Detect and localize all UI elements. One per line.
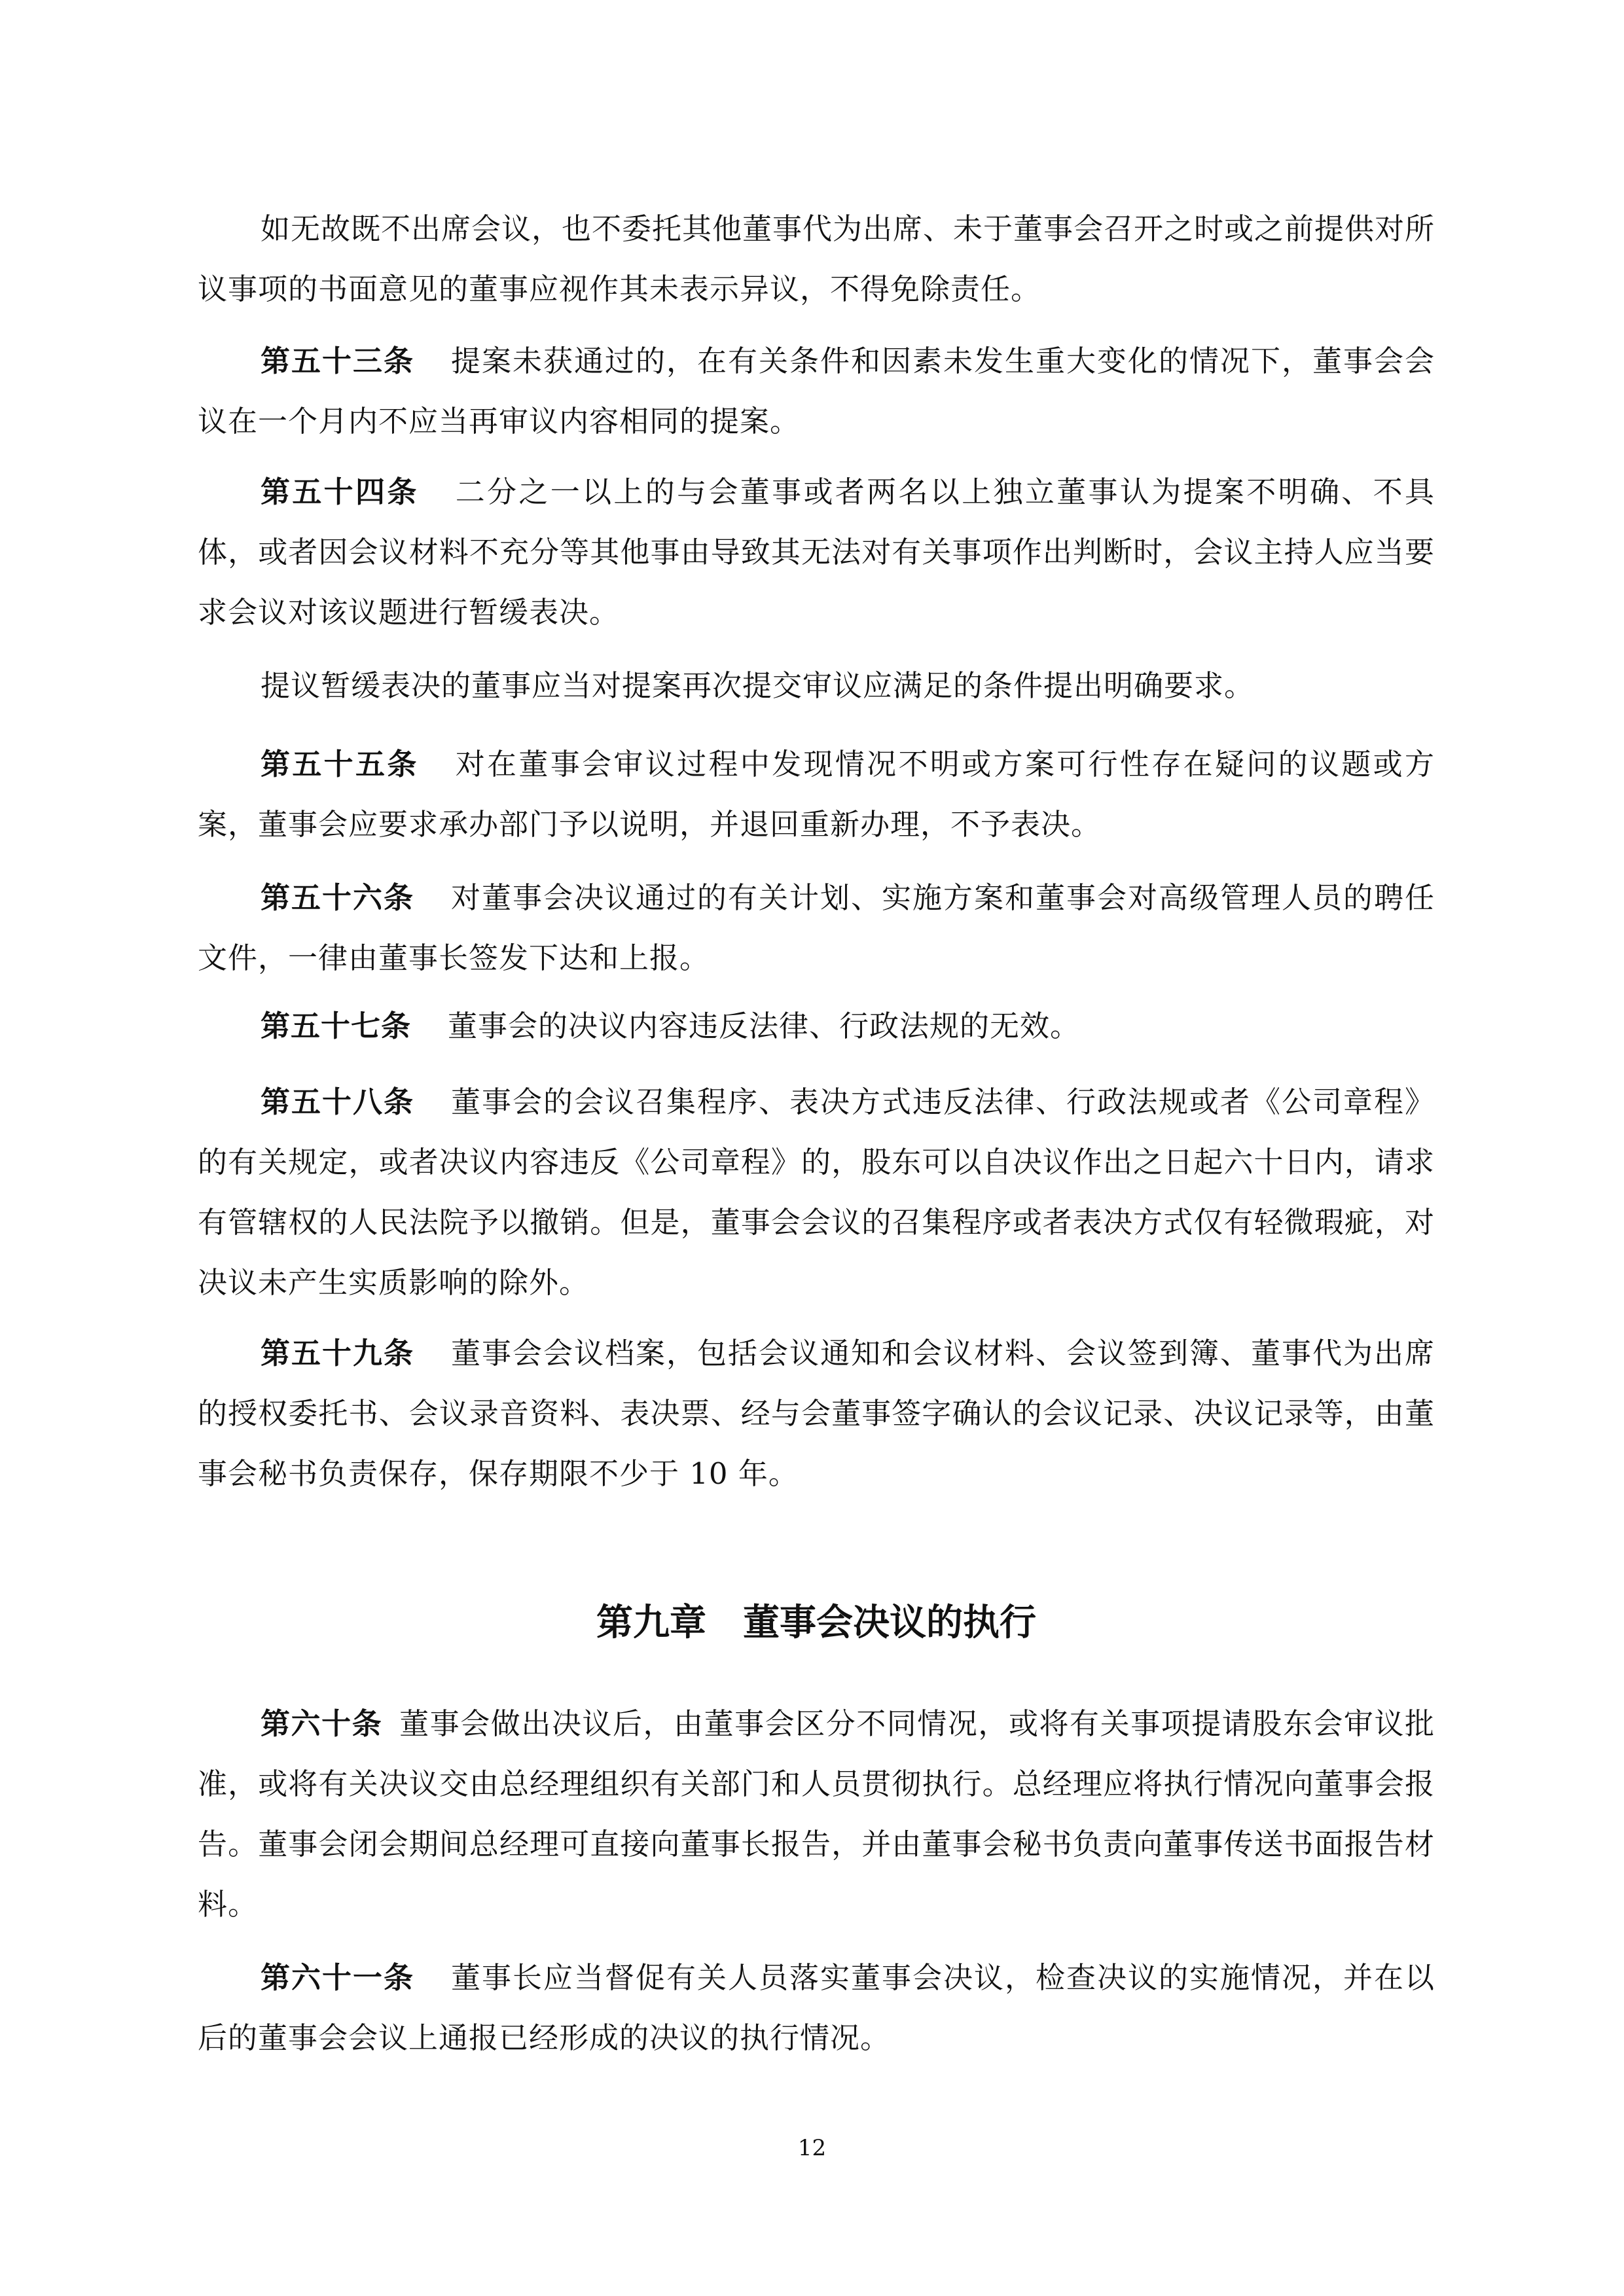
paragraph-text: 如无故既不出席会议，也不委托其他董事代为出席、未于董事会召开之时或之前提供对所议事项的书面意见的董事应视作其未表示异议，不得免除责任。: [198, 211, 1435, 306]
article-number: 第五十六条: [261, 880, 414, 915]
article-number: 第五十七条: [261, 1009, 412, 1043]
article-53: [198, 331, 1435, 452]
article-60: [198, 1694, 1435, 1935]
article-text: 董事会的决议内容违反法律、行政法规的无效。: [448, 1009, 1081, 1043]
article-text: 二分之一以上的与会董事或者两名以上独立董事认为提案不明确、不具体，或者因会议材料不充分等其他事由导致其无法对有关事项作出判断时，会议主持人应当要求会议对该议题进行暂缓表决。: [198, 475, 1435, 630]
paragraph-deferral: [198, 656, 1435, 716]
article-number: 第六十一条: [261, 1960, 414, 1995]
article-text: 对在董事会审议过程中发现情况不明或方案可行性存在疑问的议题或方案，董事会应要求承办部门予以说明，并退回重新办理，不予表决。: [198, 747, 1435, 842]
article-number: 第六十条: [261, 1706, 383, 1741]
article-text: 对董事会决议通过的有关计划、实施方案和董事会对高级管理人员的聘任文件，一律由董事长签发下达和上报。: [198, 880, 1435, 975]
article-59: [198, 1323, 1435, 1504]
article-57: [198, 996, 1435, 1056]
paragraph-text: 提议暂缓表决的董事应当对提案再次提交审议应满足的条件提出明确要求。: [261, 668, 1255, 703]
article-number: 第五十四条: [261, 475, 419, 509]
article-number: 第五十三条: [261, 344, 414, 378]
article-text: 提案未获通过的，在有关条件和因素未发生重大变化的情况下，董事会会议在一个月内不应当再审议内容相同的提案。: [198, 344, 1435, 439]
article-text: 董事长应当督促有关人员落实董事会决议，检查决议的实施情况，并在以后的董事会会议上通报已经形成的决议的执行情况。: [198, 1960, 1435, 2055]
article-number: 第五十九条: [261, 1336, 414, 1371]
chapter-title: 第九章 董事会决议的执行: [596, 1602, 1036, 1644]
page-number: 12: [797, 2135, 827, 2161]
article-text: 董事会做出决议后，由董事会区分不同情况，或将有关事项提请股东会审议批准，或将有关决议交由总经理组织有关部门和人员贯彻执行。总经理应将执行情况向董事会报告。董事会闭会期间总经理可直接向董事长报告，并由董事会秘书负责向董事传送书面报告材料。: [198, 1706, 1435, 1922]
article-text: 董事会会议档案，包括会议通知和会议材料、会议签到簿、董事代为出席的授权委托书、会议录音资料、表决票、经与会董事签字确认的会议记录、决议记录等，由董事会秘书负责保存，保存期限不少于 10 年。: [198, 1336, 1435, 1491]
article-61: [198, 1948, 1435, 2068]
article-55: [198, 734, 1435, 855]
paragraph-continuation: [198, 199, 1435, 319]
article-number: 第五十五条: [261, 747, 419, 781]
article-54: [198, 462, 1435, 643]
article-58: [198, 1072, 1435, 1313]
article-text: 董事会的会议召集程序、表决方式违反法律、行政法规或者《公司章程》的有关规定，或者决议内容违反《公司章程》的，股东可以自决议作出之日起六十日内，请求有管辖权的人民法院予以撤销。但是，董事会会议的召集程序或者表决方式仅有轻微瑕疵，对决议未产生实质影响的除外。: [198, 1085, 1435, 1300]
article-56: [198, 868, 1435, 988]
article-number: 第五十八条: [261, 1085, 414, 1119]
